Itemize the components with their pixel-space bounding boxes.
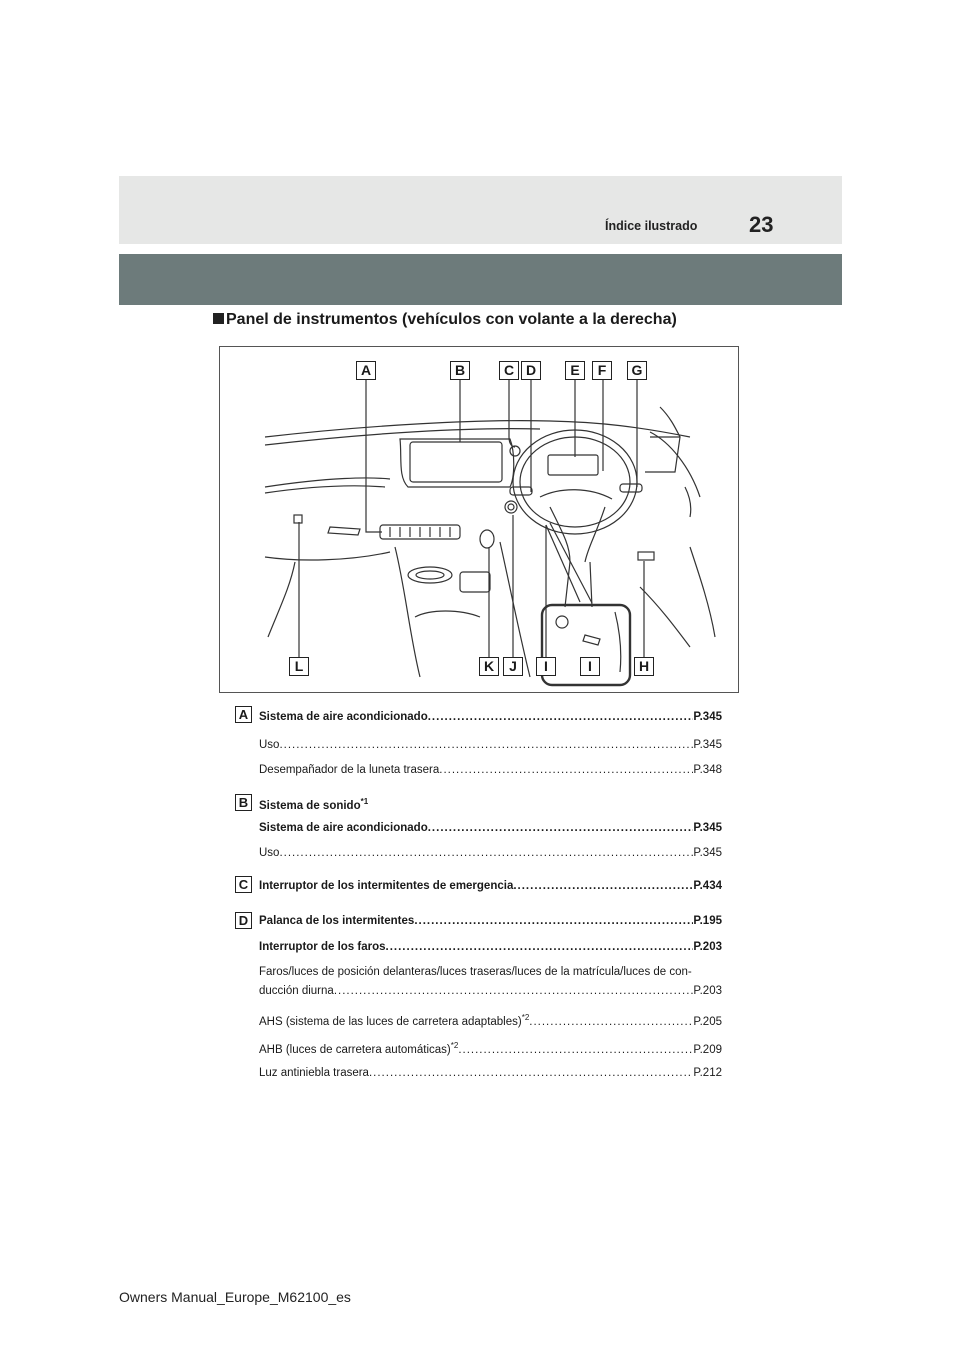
callout-h: H	[634, 657, 654, 676]
entry-line: Desempañador de la luneta trasera ..... P.348	[259, 763, 722, 777]
entry-line: Faros/luces de posición delanteras/luces traseras/luces de la matrícula/luces de con-	[259, 966, 692, 978]
section-title: Índice ilustrado	[605, 219, 698, 233]
square-bullet-icon	[213, 313, 224, 324]
callout-a: A	[356, 361, 376, 380]
callout-c: C	[499, 361, 519, 380]
subheading	[213, 311, 677, 329]
callout-b: B	[450, 361, 470, 380]
page-number: 23	[749, 212, 774, 237]
entry-line: Palanca de los intermitentes ..... P.195	[259, 914, 722, 928]
index-label-b: B	[235, 794, 252, 811]
entry-line: Sistema de aire acondicionado ..... P.345	[259, 821, 722, 835]
entry-line: Interruptor de los intermitentes de emergencia ..... P.434	[259, 879, 722, 893]
entry-line: Sistema de aire acondicionado ..... P.345	[259, 710, 722, 724]
entry-line: Luz antiniebla trasera ..... P.212	[259, 1066, 722, 1080]
index-label-c: C	[235, 876, 252, 893]
entry-line: AHB (luces de carretera automáticas)$^{*2}$ ..... P.209	[259, 1039, 722, 1057]
callout-d: D	[521, 361, 541, 380]
index-label-a: A	[235, 706, 252, 723]
callout-e: E	[565, 361, 585, 380]
callout-l: L	[289, 657, 309, 676]
entry-line: Interruptor de los faros ..... P.203	[259, 940, 722, 954]
entry-line: Uso ..... P.345	[259, 846, 722, 860]
callout-k: K	[479, 657, 499, 676]
entry-line: ducción diurna ..... P.203	[259, 984, 722, 998]
footer-doc-id: Owners Manual_Europe_M62100_es	[119, 1289, 351, 1305]
dashboard-drawing	[220, 347, 740, 694]
index-label-d: D	[235, 912, 252, 929]
callout-i: I	[536, 657, 556, 676]
callout-j: J	[503, 657, 523, 676]
entry-line: Sistema de sonido$^{*1}$	[259, 797, 369, 812]
subheading-text: Panel de instrumentos (vehículos con volante a la derecha)	[226, 311, 677, 328]
entry-line: Uso ..... P.345	[259, 738, 722, 752]
callout-i-inset: I	[580, 657, 600, 676]
callout-g: G	[627, 361, 647, 380]
header-band	[119, 176, 842, 244]
dashboard-illustration	[219, 346, 739, 693]
chapter-band	[119, 254, 842, 305]
entry-line: AHS (sistema de las luces de carretera adaptables)$^{*2}$ ..... P.205	[259, 1011, 722, 1029]
callout-f: F	[592, 361, 612, 380]
